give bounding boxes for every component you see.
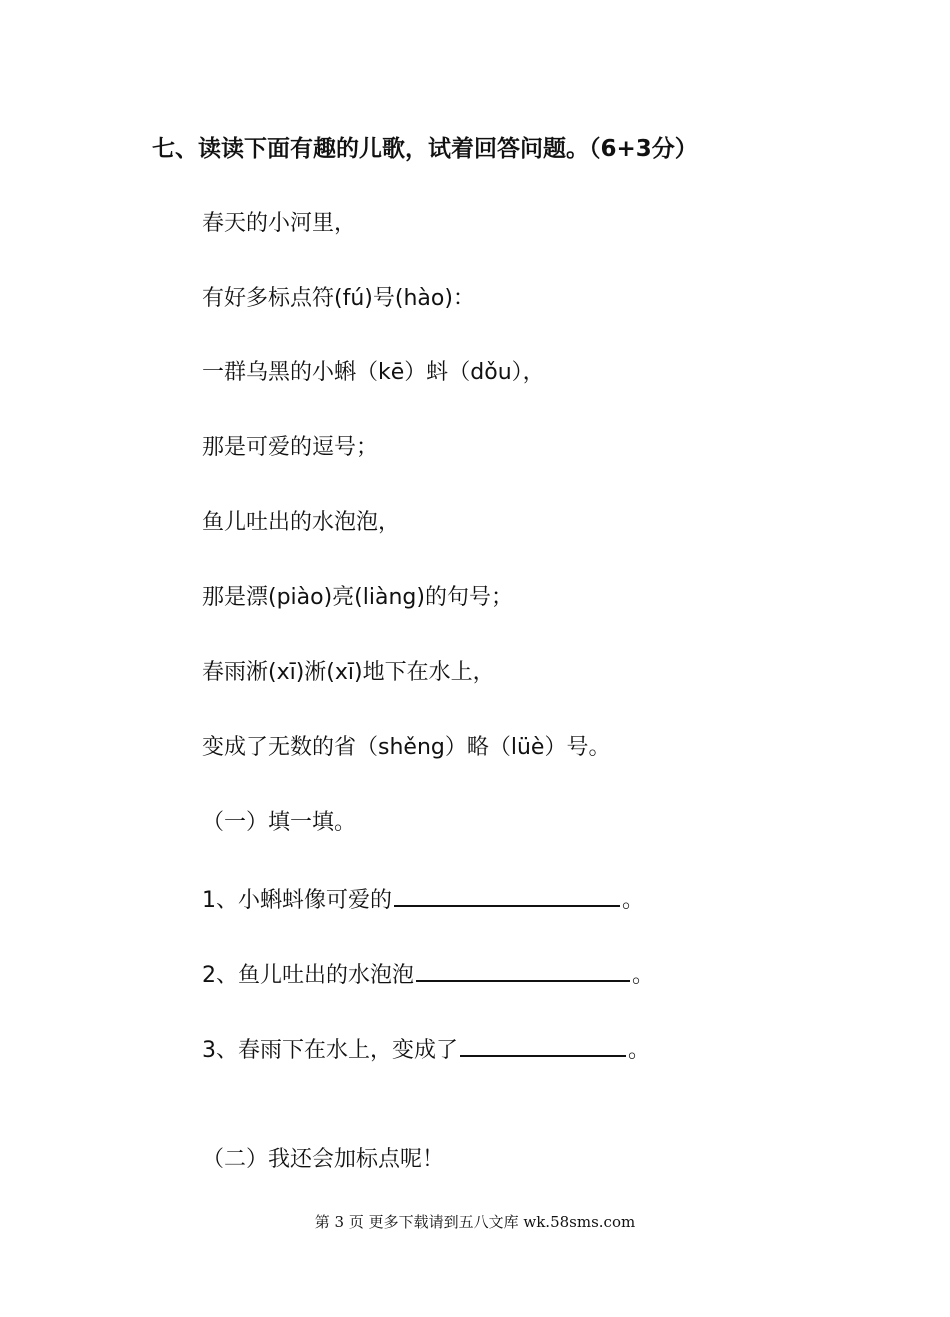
question-3: [202, 1033, 650, 1066]
poem-line-5: 鱼儿吐出的水泡泡，: [202, 510, 401, 535]
question-3-end: 。: [628, 1038, 651, 1063]
question-2: [202, 958, 654, 991]
question-3-text: 3、春雨下在水上，变成了: [202, 1038, 458, 1063]
part1-heading: （一）填一填。: [202, 810, 357, 835]
section-title: 七、读读下面有趣的儿歌，试着回答问题。（6+3分）: [152, 136, 698, 162]
part2-heading: （二）我还会加标点呢！: [202, 1147, 445, 1172]
poem-line-7: 春雨淅(xī)淅(xī)地下在水上，: [202, 660, 495, 685]
poem-line-2: 有好多标点符(fú)号(hào)：: [202, 286, 475, 311]
answer-blank-2[interactable]: [416, 958, 630, 982]
question-2-text: 2、鱼儿吐出的水泡泡: [202, 963, 414, 988]
poem-line-6: 那是漂(piào)亮(liàng)的句号；: [202, 585, 513, 610]
poem-line-3: 一群乌黑的小蝌（kē）蚪（dǒu），: [202, 360, 545, 385]
answer-blank-1[interactable]: [394, 883, 620, 907]
answer-blank-3[interactable]: [460, 1033, 626, 1057]
poem-line-8: 变成了无数的省（shěng）略（lüè）号。: [202, 735, 611, 760]
question-1-end: 。: [622, 888, 645, 913]
poem-line-1: 春天的小河里，: [202, 211, 357, 236]
question-2-end: 。: [632, 963, 655, 988]
question-1-text: 1、小蝌蚪像可爱的: [202, 888, 392, 913]
question-1: [202, 883, 644, 916]
poem-line-4: 那是可爱的逗号；: [202, 435, 379, 460]
page-footer: 第 3 页 更多下载请到五八文库 wk.58sms.com: [314, 1213, 636, 1231]
